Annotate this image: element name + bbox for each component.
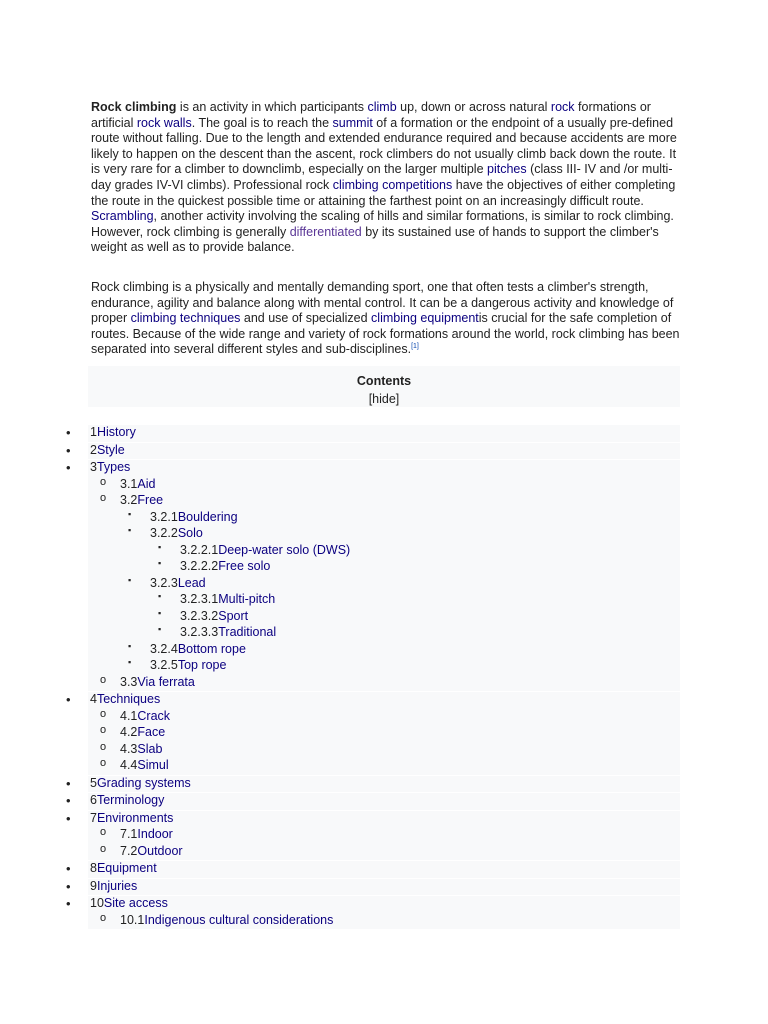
- toc-entry: [120, 725, 165, 739]
- link-climbing-techniques[interactable]: climbing techniques: [130, 311, 241, 326]
- link-summit[interactable]: summit: [332, 115, 373, 130]
- toc-link[interactable]: Free: [137, 493, 164, 507]
- toc-entry: [120, 709, 170, 723]
- toc-item-injuries[interactable]: [66, 878, 680, 896]
- toc-number: 8: [90, 861, 97, 875]
- toc-bullet: o: [100, 475, 107, 488]
- toc-entry: [150, 526, 203, 540]
- toc-entry: [120, 742, 162, 756]
- toc-item-free[interactable]: [88, 493, 680, 510]
- toc-link[interactable]: Types: [96, 460, 131, 474]
- toc-bullet: •: [66, 460, 71, 475]
- toc-entry: [150, 658, 226, 672]
- toc-item-lead[interactable]: [88, 576, 680, 593]
- toc-bullet: •: [66, 896, 71, 911]
- toc-item-via-ferrata[interactable]: [88, 675, 680, 692]
- toc-number: 3.2.3: [150, 575, 178, 590]
- toc-entry: [120, 493, 163, 507]
- toc-link[interactable]: Equipment: [96, 861, 157, 875]
- toc-link[interactable]: Indoor: [137, 827, 173, 841]
- toc-link[interactable]: Free solo: [218, 559, 271, 573]
- toc-title: Contents: [356, 374, 412, 388]
- toc-item-traditional[interactable]: [88, 625, 680, 642]
- toc-number: 6: [90, 793, 97, 807]
- toc-bullet: ▪: [128, 574, 132, 585]
- toc-entry: [120, 827, 173, 841]
- toc-bullet: o: [100, 492, 107, 504]
- toc-item-bouldering[interactable]: [88, 510, 680, 527]
- toc-number: 10: [90, 896, 104, 910]
- toc-link[interactable]: Bouldering: [177, 509, 238, 524]
- toc-item-bottom-rope[interactable]: [88, 642, 680, 659]
- toc-entry: [150, 576, 206, 590]
- toc-number: 3.2.3.1: [180, 592, 219, 606]
- toc-entry: [120, 758, 169, 772]
- toc-link[interactable]: Bottom rope: [177, 641, 246, 656]
- link-scrambling[interactable]: Scrambling: [91, 209, 154, 224]
- toc-item-face[interactable]: [88, 725, 680, 742]
- toc-bullet: ▪: [158, 591, 162, 601]
- toc-number: 3.1: [120, 476, 138, 491]
- toc-bullet: •: [66, 793, 71, 808]
- toc-bullet: o: [100, 826, 107, 838]
- toc-entry: [90, 776, 191, 790]
- toc-number: 3.2.2.2: [180, 559, 219, 573]
- toc-link[interactable]: Multi-pitch: [218, 592, 276, 606]
- toc-item-solo[interactable]: [88, 526, 680, 543]
- toc-item-terminology[interactable]: [66, 793, 680, 810]
- toc-link[interactable]: Deep-water solo (DWS): [218, 542, 351, 557]
- toc-entry: [90, 879, 137, 893]
- toc-entry: [180, 543, 350, 557]
- toc-entry: [90, 443, 125, 457]
- toc-link[interactable]: Outdoor: [137, 843, 183, 858]
- toc-bullet: o: [100, 740, 107, 753]
- toc-link[interactable]: Traditional: [218, 625, 277, 639]
- toc-number: 10.1: [120, 912, 145, 927]
- toc-entry: [180, 609, 248, 623]
- toc-number: 4.2: [120, 725, 138, 739]
- toc-number: 5: [90, 775, 97, 790]
- toc-bullet: •: [66, 810, 71, 826]
- toc-link[interactable]: Via ferrata: [137, 674, 195, 689]
- toc-entry: [150, 510, 238, 524]
- toc-hide-toggle[interactable]: [hide]: [368, 392, 400, 406]
- reference-link-1[interactable]: [1]: [411, 343, 419, 351]
- toc-bullet: •: [66, 861, 71, 876]
- toc-item-aid[interactable]: [88, 477, 680, 494]
- toc-number: 3.2.3.3: [180, 625, 219, 639]
- toc-item-top-rope[interactable]: [88, 658, 680, 675]
- reference-1: [411, 343, 419, 350]
- toc-item-outdoor[interactable]: [88, 844, 680, 861]
- toc-item-sport[interactable]: [88, 609, 680, 626]
- toc-bullet: ▪: [128, 657, 132, 667]
- toc-bullet: o: [100, 707, 107, 720]
- toc-link[interactable]: Simul: [137, 758, 169, 772]
- link-climbing-competitions[interactable]: climbing competitions: [332, 177, 453, 192]
- toc-bullet: ▪: [158, 607, 162, 618]
- toc-number: 7: [90, 810, 97, 825]
- toc-item-site-access[interactable]: [66, 896, 680, 913]
- toc-bullet: o: [100, 673, 107, 686]
- toc-item-equipment[interactable]: [66, 861, 680, 878]
- toc-number: 1: [90, 425, 97, 439]
- link-climb[interactable]: climb: [367, 100, 397, 114]
- toc-link[interactable]: Terminology: [96, 793, 165, 807]
- second-paragraph: Rock climbing is a physically and mentally demanding sport, one that often tests a climber's strength, endurance, agility and balance along with mental control. It can be a dangerous activity and knowledge of proper climbing techniques and use of specialized climbing equipmentis crucial for the safe completion of routes. Because of the wide range and variety of rock formations around the world, rock climbing has been separated into several different styles and sub-disciplines.[1]: [91, 280, 680, 357]
- toc-bullet: o: [100, 724, 107, 736]
- toc-item-techniques[interactable]: [66, 692, 680, 709]
- toc-entry: [180, 559, 270, 573]
- toc-bullet: ▪: [128, 640, 132, 651]
- toc-number: 3.2: [120, 493, 138, 507]
- toc-item-environments[interactable]: [66, 810, 680, 828]
- toc-entry: [90, 896, 168, 910]
- toc-bullet: •: [66, 425, 71, 440]
- intro-paragraph: Rock climbing is an activity in which participants climb up, down or across natural rock formations or artificial rock walls. The goal is to reach the summit of a formation or the endpoint of a usually pre-defined route without falling. Due to the length and extended endurance required and because accidents are more likely to happen on the descent than the ascent, rock climbers do not usually climb back down the route. It is very rare for a climber to downclimb, especially on the larger multiple pitches (class III- IV and /or multi-day grades IV-VI climbs). Professional rock climbing competitions have the objectives of either completing the route in the quickest possible time or attaining the farthest point on an increasingly difficult route. Scrambling, another activity involving the scaling of hills and similar formations, is similar to rock climbing. However, rock climbing is generally differentiated by its sustained use of hands to support the climber's weight as well as to provide balance.: [91, 100, 677, 255]
- toc-link[interactable]: History: [96, 425, 136, 439]
- toc-bullet: •: [66, 878, 71, 894]
- toc-header: [88, 366, 680, 407]
- toc-link[interactable]: Slab: [137, 741, 163, 756]
- toc-entry: [150, 642, 246, 656]
- toc-number: 7.2: [120, 843, 138, 858]
- toc-entry: [180, 625, 276, 639]
- toc-number: 3.3: [120, 674, 138, 689]
- toc-link[interactable]: Sport: [218, 608, 249, 623]
- toc-item-indoor[interactable]: [88, 827, 680, 844]
- toc-item-style[interactable]: [66, 442, 680, 460]
- toc-item-deep-water-solo-dws[interactable]: [88, 543, 680, 560]
- link-differentiated[interactable]: differentiated: [289, 224, 362, 239]
- toc-bullet: ▪: [128, 508, 132, 519]
- toc-item-indigenous-cultural-considerations[interactable]: [88, 913, 680, 930]
- toc-link[interactable]: Lead: [177, 575, 206, 590]
- toc-bullet: ▪: [128, 525, 132, 535]
- toc-item-grading-systems[interactable]: [66, 775, 680, 793]
- toc-number: 9: [90, 878, 97, 893]
- toc-item-simul[interactable]: [88, 758, 680, 775]
- toc-bullet: o: [100, 757, 107, 769]
- toc-bullet: o: [100, 911, 107, 924]
- toc-bullet: ▪: [158, 624, 162, 634]
- toc-bullet: ▪: [158, 541, 162, 552]
- toc-entry: [90, 861, 157, 875]
- toc-number: 4.4: [120, 758, 138, 772]
- toc-entry: [180, 592, 275, 606]
- toc-link[interactable]: Top rope: [177, 658, 227, 672]
- article-subject: Rock climbing: [91, 100, 177, 114]
- toc-item-slab[interactable]: [88, 742, 680, 759]
- toc-bullet: •: [66, 775, 71, 791]
- toc-entry: [120, 913, 333, 927]
- toc-entry: [90, 460, 130, 474]
- toc-item-multi-pitch[interactable]: [88, 592, 680, 609]
- toc-item-types[interactable]: [66, 460, 680, 477]
- toc-link[interactable]: Style: [96, 442, 125, 457]
- link-pitches[interactable]: pitches: [487, 162, 527, 177]
- toc-link[interactable]: Site access: [103, 896, 168, 910]
- toc-number: 3: [90, 460, 97, 474]
- toc-link[interactable]: Solo: [177, 526, 203, 540]
- toc-number: 3.2.4: [150, 641, 178, 656]
- toc-number: 3.2.5: [150, 658, 178, 672]
- toc-number: 3.2.2: [150, 526, 178, 540]
- link-rock[interactable]: rock: [550, 100, 575, 114]
- toc-entry: [120, 675, 195, 689]
- toc-link[interactable]: Indigenous cultural considerations: [144, 912, 334, 927]
- toc-link[interactable]: Grading systems: [96, 775, 191, 790]
- toc-link[interactable]: Injuries: [96, 878, 138, 893]
- toc-number: 7.1: [120, 827, 138, 841]
- toc-entry: [120, 844, 183, 858]
- toc-bullet: o: [100, 842, 107, 855]
- toc-link[interactable]: Crack: [137, 708, 171, 723]
- toc-link[interactable]: Techniques: [96, 692, 161, 706]
- toc-bullet: •: [66, 442, 71, 458]
- link-climbing-equipment[interactable]: climbing equipment: [371, 311, 479, 326]
- toc-item-crack[interactable]: [88, 709, 680, 726]
- toc-number: 4.3: [120, 741, 138, 756]
- toc-item-history[interactable]: [66, 425, 680, 442]
- toc-number: 2: [90, 442, 97, 457]
- toc-number: 4: [90, 692, 97, 706]
- toc-bullet: ▪: [158, 558, 162, 568]
- toc-number: 3.2.2.1: [180, 542, 219, 557]
- toc-link[interactable]: Face: [137, 725, 166, 739]
- toc-number: 3.2.3.2: [180, 608, 219, 623]
- toc-item-free-solo[interactable]: [88, 559, 680, 576]
- toc-entry: [120, 477, 155, 491]
- toc-number: 4.1: [120, 708, 138, 723]
- toc-entry: [90, 692, 160, 706]
- toc-bullet: •: [66, 692, 71, 707]
- toc-entry: [90, 811, 173, 825]
- toc-link[interactable]: Environments: [96, 810, 174, 825]
- link-rock-walls[interactable]: rock walls: [136, 115, 192, 130]
- toc-entry: [90, 425, 136, 439]
- toc-number: 3.2.1: [150, 509, 178, 524]
- toc-link[interactable]: Aid: [137, 476, 156, 491]
- toc-entry: [90, 793, 164, 807]
